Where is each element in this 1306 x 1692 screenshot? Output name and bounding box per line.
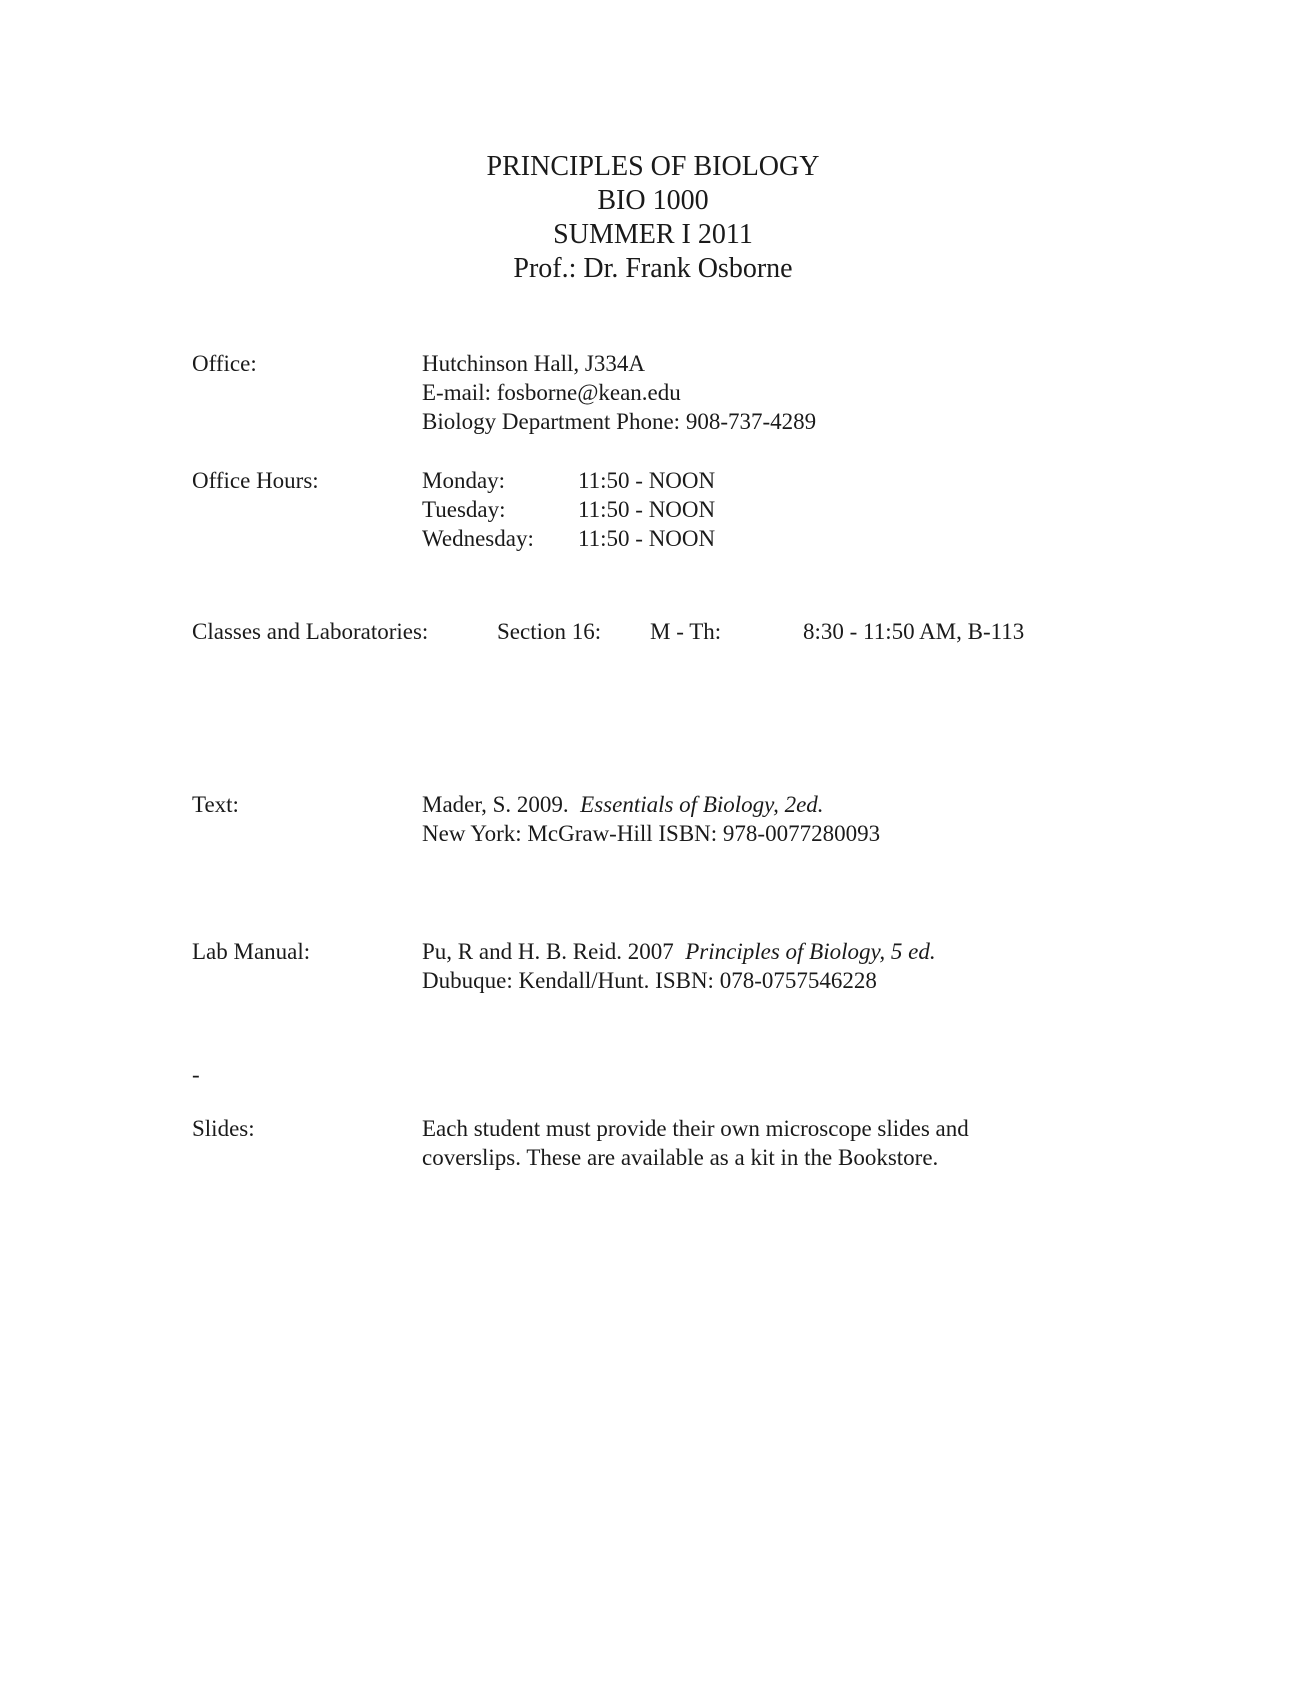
office-hours-time: 11:50 - NOON (578, 526, 716, 551)
lab-manual-author-year: Pu, R and H. B. Reid. 2007 (422, 939, 674, 964)
office-hours-row (422, 524, 715, 553)
professor-name: Prof.: Dr. Frank Osborne (513, 253, 793, 284)
office-hours-time: 11:50 - NOON (578, 468, 716, 493)
office-hours-time: 11:50 - NOON (578, 497, 716, 522)
office-details (422, 349, 816, 436)
text-book-title: Essentials of Biology, 2ed. (580, 792, 824, 817)
classes-time-room: 8:30 - 11:50 AM, B-113 (803, 619, 1025, 644)
slides-label: Slides: (192, 1116, 255, 1141)
stray-dash: - (192, 1062, 200, 1087)
slides-line-2: coverslips. These are available as a kit in the Bookstore. (422, 1145, 939, 1170)
classes-label: Classes and Laboratories: (192, 619, 429, 644)
lab-manual-title: Principles of Biology, 5 ed. (685, 939, 936, 964)
text-citation-line (422, 790, 880, 819)
office-hours-row (422, 495, 715, 524)
course-code: BIO 1000 (597, 185, 709, 216)
office-hours-day: Monday: (422, 468, 506, 493)
lab-manual-citation (422, 937, 936, 995)
classes-section: Section 16: (497, 619, 602, 644)
office-hours-label: Office Hours: (192, 468, 319, 493)
slides-description (422, 1114, 969, 1172)
course-title: PRINCIPLES OF BIOLOGY (486, 151, 820, 182)
lab-manual-label: Lab Manual: (192, 939, 311, 964)
text-citation (422, 790, 880, 848)
text-label: Text: (192, 792, 239, 817)
office-phone: Biology Department Phone: 908-737-4289 (422, 409, 817, 434)
syllabus-header (0, 150, 1306, 286)
office-location: Hutchinson Hall, J334A (422, 351, 645, 376)
office-hours-row (422, 466, 715, 495)
office-hours-day: Wednesday: (422, 526, 534, 551)
office-email: E-mail: fosborne@kean.edu (422, 380, 681, 405)
text-author-year: Mader, S. 2009. (422, 792, 569, 817)
slides-line-1: Each student must provide their own microscope slides and (422, 1116, 969, 1141)
lab-manual-publisher: Dubuque: Kendall/Hunt. ISBN: 078-0757546228 (422, 968, 877, 993)
classes-days: M - Th: (650, 619, 722, 644)
office-hours-day: Tuesday: (422, 497, 506, 522)
office-label: Office: (192, 351, 257, 376)
text-publisher: New York: McGraw-Hill ISBN: 978-0077280093 (422, 821, 881, 846)
course-term: SUMMER I 2011 (553, 219, 753, 250)
lab-manual-citation-line (422, 937, 936, 966)
office-hours-table (422, 466, 715, 553)
